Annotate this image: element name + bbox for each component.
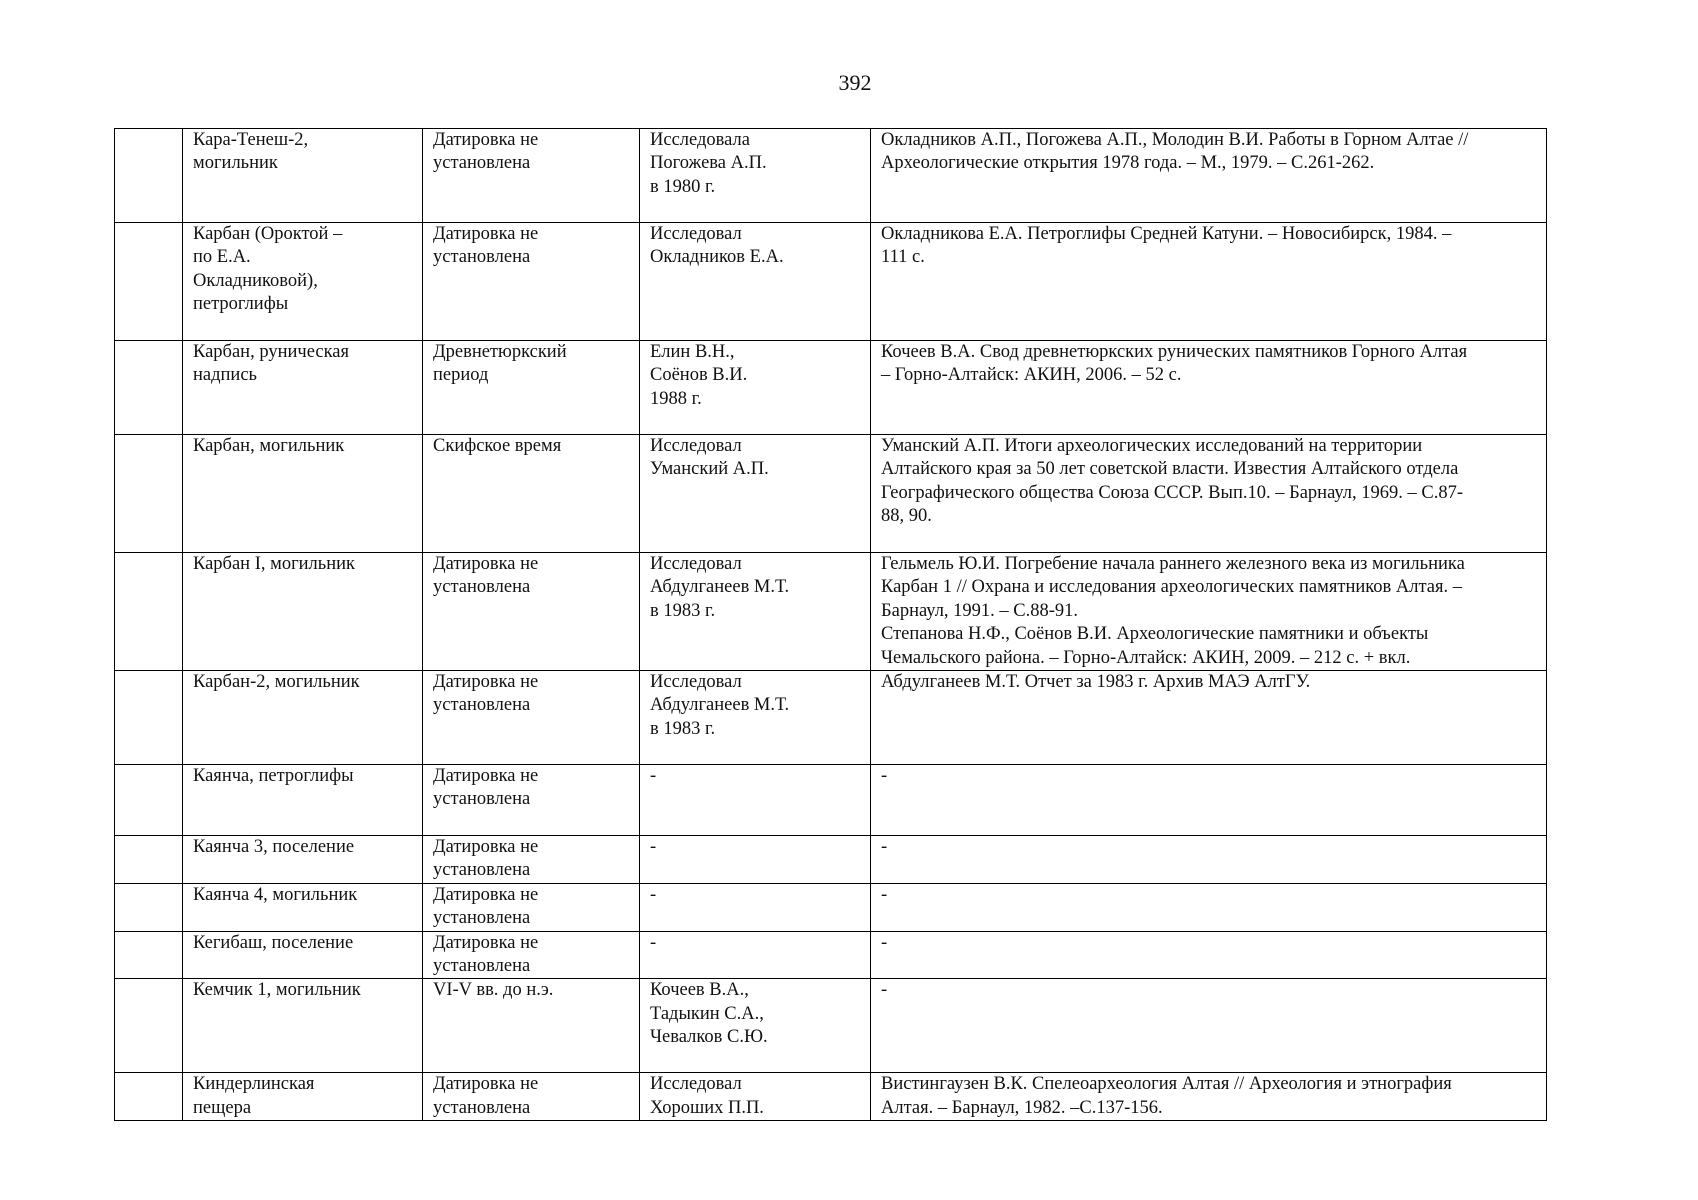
monument-name-cell: Карбан I, могильник xyxy=(183,553,423,671)
dating-cell: Датировка не установлена xyxy=(423,223,640,341)
monument-name-cell: Каянча 3, поселение xyxy=(183,836,423,884)
literature-cell: - xyxy=(871,931,1547,979)
literature-cell: Окладников А.П., Погожева А.П., Молодин В.И. Работы в Горном Алтае // Археологические открытия 1978 года. – М., 1979. – С.261-262. xyxy=(871,129,1547,223)
dating-cell: Датировка не установлена xyxy=(423,836,640,884)
table-row xyxy=(115,435,1547,553)
literature-cell: - xyxy=(871,765,1547,836)
table-row xyxy=(115,836,1547,884)
researcher-cell: - xyxy=(640,836,871,884)
row-number-cell xyxy=(115,129,183,223)
row-number-cell xyxy=(115,979,183,1073)
row-number-cell xyxy=(115,1073,183,1121)
row-number-cell xyxy=(115,553,183,671)
table-row xyxy=(115,931,1547,979)
literature-cell: Уманский А.П. Итоги археологических исследований на территории Алтайского края за 50 лет советской власти. Известия Алтайского отдела Географического общества Союза СССР. Вып.10. – Барнаул, 1969. – С.87- 88, 90. xyxy=(871,435,1547,553)
literature-cell: Абдулганеев М.Т. Отчет за 1983 г. Архив МАЭ АлтГУ. xyxy=(871,671,1547,765)
literature-cell: - xyxy=(871,883,1547,931)
dating-cell: Датировка не установлена xyxy=(423,1073,640,1121)
row-number-cell xyxy=(115,765,183,836)
row-number-cell xyxy=(115,836,183,884)
literature-cell: Вистингаузен В.К. Спелеоархеология Алтая // Археология и этнография Алтая. – Барнаул, 1982. –С.137-156. xyxy=(871,1073,1547,1121)
table-row xyxy=(115,223,1547,341)
researcher-cell: Исследовал Абдулганеев М.Т. в 1983 г. xyxy=(640,553,871,671)
row-number-cell xyxy=(115,435,183,553)
row-number-cell xyxy=(115,883,183,931)
dating-cell: Древнетюркский период xyxy=(423,341,640,435)
monument-name-cell: Кегибаш, поселение xyxy=(183,931,423,979)
dating-cell: Датировка не установлена xyxy=(423,931,640,979)
monument-name-cell: Каянча, петроглифы xyxy=(183,765,423,836)
table-row xyxy=(115,765,1547,836)
researcher-cell: - xyxy=(640,765,871,836)
researcher-cell: - xyxy=(640,883,871,931)
monument-name-cell: Карбан (Ороктой – по Е.А. Окладниковой), петроглифы xyxy=(183,223,423,341)
dating-cell: Датировка не установлена xyxy=(423,765,640,836)
researcher-cell: Исследовал Хороших П.П. xyxy=(640,1073,871,1121)
row-number-cell xyxy=(115,671,183,765)
dating-cell: Датировка не установлена xyxy=(423,553,640,671)
monument-name-cell: Кемчик 1, могильник xyxy=(183,979,423,1073)
literature-cell: Окладникова Е.А. Петроглифы Средней Катуни. – Новосибирск, 1984. – 111 с. xyxy=(871,223,1547,341)
row-number-cell xyxy=(115,931,183,979)
literature-cell: Кочеев В.А. Свод древнетюркских рунических памятников Горного Алтая – Горно-Алтайск: АКИН, 2006. – 52 с. xyxy=(871,341,1547,435)
dating-cell: VI-V вв. до н.э. xyxy=(423,979,640,1073)
monument-name-cell: Карбан-2, могильник xyxy=(183,671,423,765)
table-row xyxy=(115,1073,1547,1121)
table-row xyxy=(115,671,1547,765)
literature-cell: - xyxy=(871,979,1547,1073)
monument-name-cell: Киндерлинская пещера xyxy=(183,1073,423,1121)
researcher-cell: Исследовала Погожева А.П. в 1980 г. xyxy=(640,129,871,223)
researcher-cell: Исследовал Абдулганеев М.Т. в 1983 г. xyxy=(640,671,871,765)
table-row xyxy=(115,883,1547,931)
literature-cell: Гельмель Ю.И. Погребение начала раннего железного века из могильника Карбан 1 // Охрана и исследования археологических памятников Алтая. – Барнаул, 1991. – С.88-91. Степанова Н.Ф., Соёнов В.И. Археологические памятники и объекты Чемальского района. – Горно-Алтайск: АКИН, 2009. – 212 с. + вкл. xyxy=(871,553,1547,671)
researcher-cell: Кочеев В.А., Тадыкин С.А., Чевалков С.Ю. xyxy=(640,979,871,1073)
table-row xyxy=(115,979,1547,1073)
dating-cell: Датировка не установлена xyxy=(423,671,640,765)
row-number-cell xyxy=(115,341,183,435)
dating-cell: Датировка не установлена xyxy=(423,129,640,223)
table-row xyxy=(115,129,1547,223)
table-row xyxy=(115,341,1547,435)
monument-name-cell: Карбан, могильник xyxy=(183,435,423,553)
monument-name-cell: Каянча 4, могильник xyxy=(183,883,423,931)
researcher-cell: Елин В.Н., Соёнов В.И. 1988 г. xyxy=(640,341,871,435)
dating-cell: Скифское время xyxy=(423,435,640,553)
dating-cell: Датировка не установлена xyxy=(423,883,640,931)
researcher-cell: Исследовал Окладников Е.А. xyxy=(640,223,871,341)
monument-name-cell: Карбан, руническая надпись xyxy=(183,341,423,435)
page-number: 392 xyxy=(838,70,872,95)
monuments-table xyxy=(114,128,1547,1121)
table-row xyxy=(115,553,1547,671)
monument-name-cell: Кара-Тенеш-2, могильник xyxy=(183,129,423,223)
researcher-cell: - xyxy=(640,931,871,979)
literature-cell: - xyxy=(871,836,1547,884)
row-number-cell xyxy=(115,223,183,341)
researcher-cell: Исследовал Уманский А.П. xyxy=(640,435,871,553)
